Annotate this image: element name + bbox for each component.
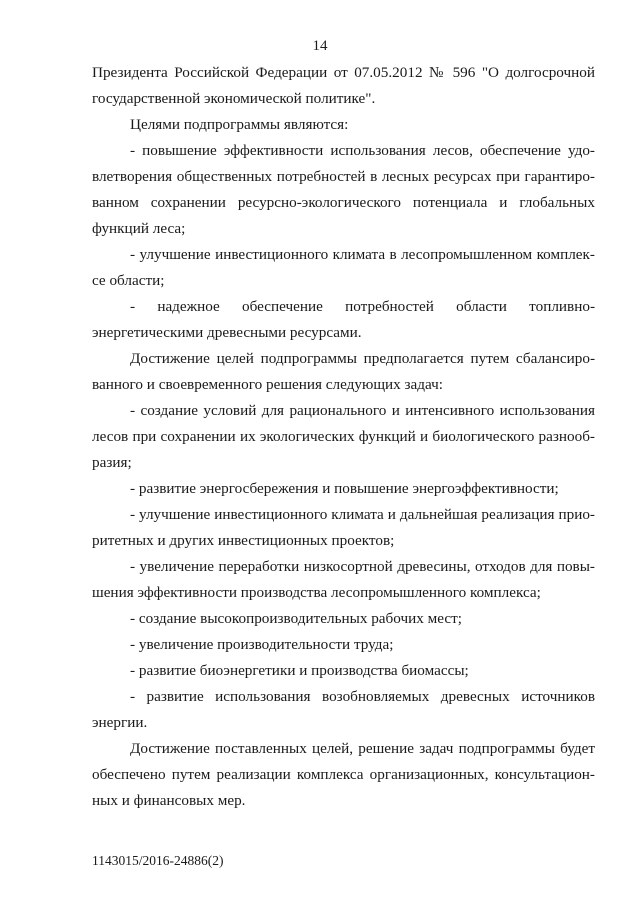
text-line: ных и финансовых мер. — [92, 792, 246, 809]
text-line: разия; — [92, 454, 132, 471]
text-line: - улучшение инвестиционного климата и дальнейшая реализация прио- — [130, 506, 595, 523]
text-line: энергетическими древесными ресурсами. — [92, 324, 362, 341]
text-line: лесов при сохранении их экологических функций и биологического разнооб- — [92, 428, 595, 445]
text-line: шения эффективности производства лесопромышленного комплекса; — [92, 584, 541, 601]
document-footer-code: 1143015/2016-24886(2) — [92, 853, 224, 868]
text-line: Достижение поставленных целей, решение задач подпрограммы будет — [130, 740, 595, 757]
text-line: Президента Российской Федерации от 07.05.2012 № 596 "О долгосрочной — [92, 64, 595, 81]
text-line: обеспечено путем реализации комплекса организационных, консультацион- — [92, 766, 595, 783]
text-line: - развитие биоэнергетики и производства биомассы; — [130, 662, 469, 679]
text-line: - создание высокопроизводительных рабочих мест; — [130, 610, 462, 627]
page-number: 14 — [312, 38, 328, 54]
text-line: энергии. — [92, 714, 148, 731]
text-line: - повышение эффективности использования лесов, обеспечение удо- — [130, 142, 595, 159]
text-line: Достижение целей подпрограммы предполагается путем сбалансиро- — [130, 350, 595, 367]
text-line: Целями подпрограммы являются: — [130, 116, 349, 133]
text-line: се области; — [92, 272, 165, 289]
text-line: ванного и своевременного решения следующих задач: — [92, 376, 444, 393]
text-line: государственной экономической политике". — [92, 90, 376, 107]
text-line: влетворения общественных потребностей в лесных ресурсах при гарантиро- — [92, 168, 595, 185]
text-line: функций леса; — [92, 220, 186, 237]
text-line: ритетных и других инвестиционных проектов; — [92, 532, 395, 549]
text-line: - создание условий для рационального и интенсивного использования — [130, 402, 595, 419]
text-line: - улучшение инвестиционного климата в лесопромышленном комплек- — [130, 246, 595, 263]
text-line: ванном сохранении ресурсно-экологического потенциала и глобальных — [92, 194, 595, 211]
text-line: - увеличение переработки низкосортной древесины, отходов для повы- — [130, 558, 595, 575]
text-line: - развитие использования возобновляемых древесных источников — [130, 688, 595, 705]
text-line: - увеличение производительности труда; — [130, 636, 394, 653]
document-body — [92, 60, 595, 814]
text-line: - развитие энергосбережения и повышение энергоэффективности; — [130, 480, 559, 497]
text-line: - надежное обеспечение потребностей области топливно- — [130, 298, 595, 315]
